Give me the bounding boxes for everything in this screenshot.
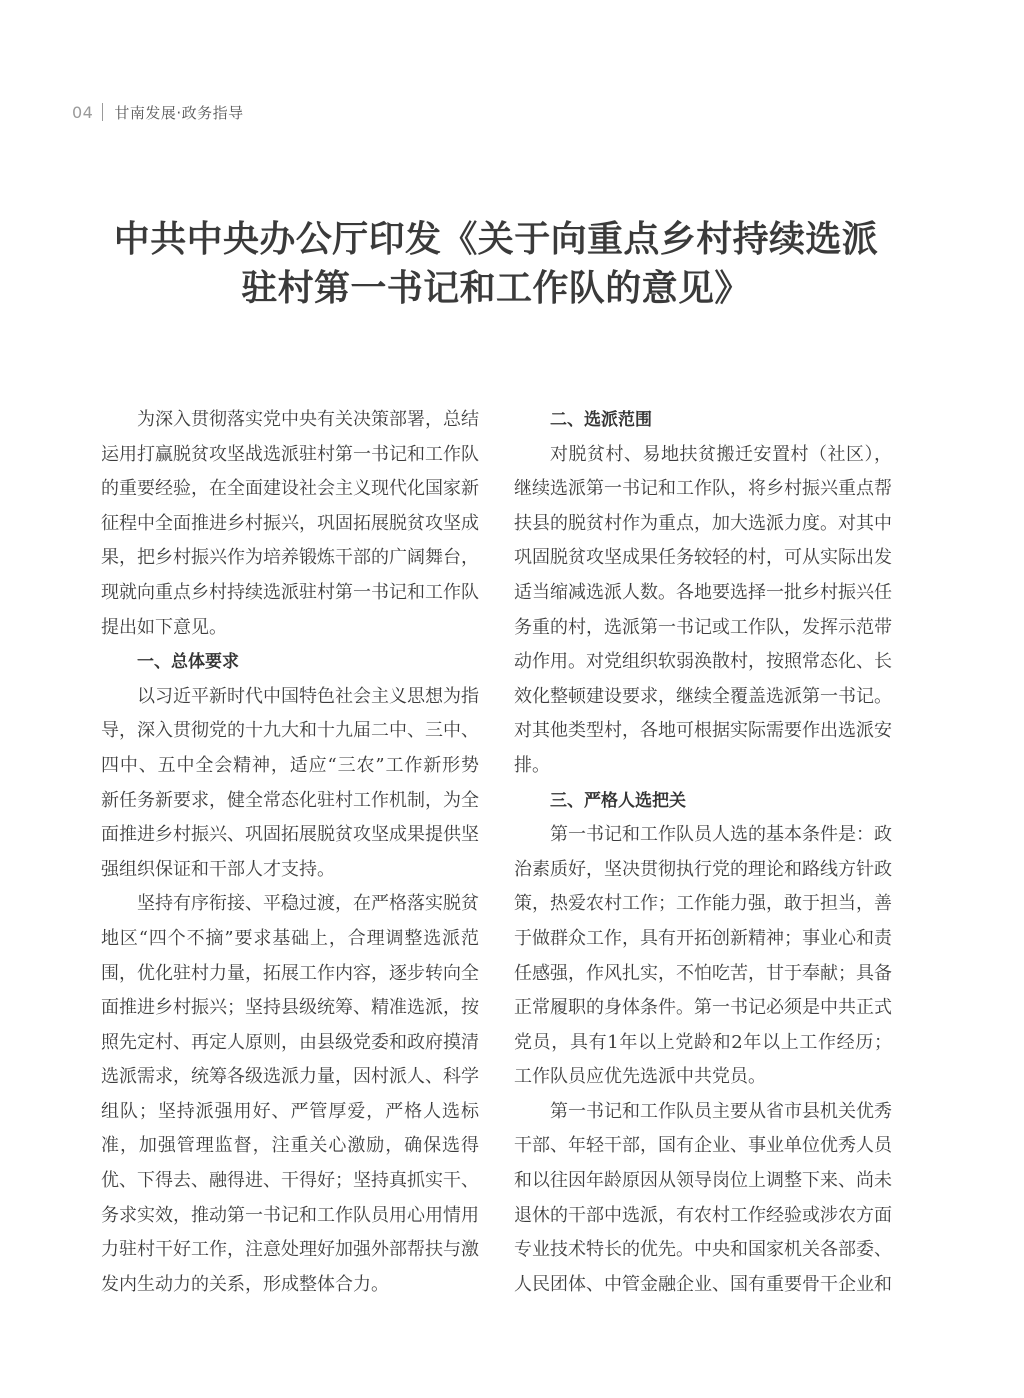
text-line: 对其他类型村，各地可根据实际需要作出选派安 (514, 720, 892, 742)
body-paragraph (514, 1095, 892, 1303)
text-line: 坚持有序衔接、平稳过渡，在严格落实脱贫 (137, 893, 479, 915)
text-line: 第一书记和工作队员主要从省市县机关优秀 (550, 1100, 892, 1122)
body-paragraph (101, 680, 479, 888)
text-line: 专业技术特长的优先。中央和国家机关各部委、 (514, 1239, 892, 1261)
text-line: 围，优化驻村力量，拓展工作内容，逐步转向全 (101, 962, 479, 984)
body-paragraph (101, 403, 479, 645)
article-title-line-2: 驻村第一书记和工作队的意见》 (241, 267, 751, 309)
text-line: 征程中全面推进乡村振兴，巩固拓展脱贫攻坚成 (101, 512, 479, 534)
text-line: 提出如下意见。 (101, 616, 227, 638)
text-line: 和以往因年龄原因从领导岗位上调整下来、尚未 (514, 1170, 892, 1192)
page-number: 04 (72, 102, 94, 122)
text-line: 策，热爱农村工作；工作能力强，敢于担当，善 (514, 893, 892, 915)
text-line: 面推进乡村振兴、巩固拓展脱贫攻坚成果提供坚 (101, 824, 479, 846)
text-line: 导，深入贯彻党的十九大和十九届二中、三中、 (101, 720, 479, 742)
text-line: 以习近平新时代中国特色社会主义思想为指 (137, 685, 479, 707)
publication-name: 甘南发展·政务指导 (114, 103, 244, 122)
text-line: 退休的干部中选派，有农村工作经验或涉农方面 (514, 1204, 892, 1226)
section-heading: 二、选派范围 (550, 410, 652, 430)
text-line: 任感强，作风扎实，不怕吃苦，甘于奉献；具备 (514, 962, 892, 984)
text-line: 现就向重点乡村持续选派驻村第一书记和工作队 (101, 581, 479, 603)
text-line: 人民团体、中管金融企业、国有重要骨干企业和 (514, 1273, 892, 1295)
text-line: 选派需求，统筹各级选派力量，因村派人、科学 (101, 1066, 479, 1088)
body-paragraph (514, 438, 892, 784)
text-line: 于做群众工作，具有开拓创新精神；事业心和责 (514, 927, 892, 949)
text-line: 果，把乡村振兴作为培养锻炼干部的广阔舞台， (101, 547, 479, 569)
body-paragraph (101, 887, 479, 1302)
text-line: 治素质好，坚决贯彻执行党的理论和路线方针政 (514, 858, 892, 880)
text-line: 继续选派第一书记和工作队，将乡村振兴重点帮 (514, 478, 892, 500)
text-line: 党员，具有1年以上党龄和2年以上工作经历； (514, 1031, 892, 1053)
text-line: 准，加强管理监督，注重关心激励，确保选得 (101, 1135, 479, 1157)
text-line: 排。 (514, 754, 550, 776)
article-title (100, 215, 892, 313)
text-line: 正常履职的身体条件。第一书记必须是中共正式 (514, 997, 892, 1019)
text-line: 干部、年轻干部，国有企业、事业单位优秀人员 (514, 1135, 892, 1157)
text-line: 四中、五中全会精神，适应“三农”工作新形势 (101, 754, 479, 776)
text-line: 组队；坚持派强用好、严管厚爱，严格人选标 (101, 1100, 479, 1122)
body-paragraph (514, 818, 892, 1095)
text-line: 新任务新要求，健全常态化驻村工作机制，为全 (101, 789, 479, 811)
text-line: 对脱贫村、易地扶贫搬迁安置村（社区）， (550, 443, 892, 465)
text-line: 运用打赢脱贫攻坚战选派驻村第一书记和工作队 (101, 443, 479, 465)
text-line: 务重的村，选派第一书记或工作队，发挥示范带 (514, 616, 892, 638)
text-line: 发内生动力的关系，形成整体合力。 (101, 1273, 389, 1295)
text-line: 工作队员应优先选派中共党员。 (514, 1066, 766, 1088)
text-line: 第一书记和工作队员人选的基本条件是：政 (550, 824, 892, 846)
text-line: 面推进乡村振兴；坚持县级统筹、精准选派，按 (101, 997, 479, 1019)
text-line: 照先定村、再定人原则，由县级党委和政府摸清 (101, 1031, 479, 1053)
text-line: 动作用。对党组织软弱涣散村，按照常态化、长 (514, 651, 892, 673)
header-divider (102, 103, 103, 121)
text-line: 地区“四个不摘”要求基础上，合理调整选派范 (101, 927, 479, 949)
text-line: 优、下得去、融得进、干得好；坚持真抓实干、 (101, 1170, 479, 1192)
text-line: 适当缩减选派人数。各地要选择一批乡村振兴任 (514, 581, 892, 603)
section-heading: 一、总体要求 (137, 652, 239, 673)
text-line: 扶县的脱贫村作为重点，加大选派力度。对其中 (514, 512, 892, 534)
text-line: 务求实效，推动第一书记和工作队员用心用情用 (101, 1204, 479, 1226)
section-heading: 三、严格人选把关 (550, 790, 686, 811)
text-line: 力驻村干好工作，注意处理好加强外部帮扶与激 (101, 1239, 479, 1261)
body-column-right (514, 403, 892, 1302)
text-line: 强组织保证和干部人才支持。 (101, 858, 335, 880)
running-header (72, 101, 244, 123)
article-title-line-1: 中共中央办公厅印发《关于向重点乡村持续选派 (113, 218, 879, 260)
text-line: 的重要经验，在全面建设社会主义现代化国家新 (101, 478, 479, 500)
body-column-left (101, 403, 479, 1302)
text-line: 为深入贯彻落实党中央有关决策部署，总结 (137, 409, 479, 430)
text-line: 巩固脱贫攻坚成果任务较轻的村，可从实际出发 (514, 547, 892, 569)
text-line: 效化整顿建设要求，继续全覆盖选派第一书记。 (514, 685, 892, 707)
